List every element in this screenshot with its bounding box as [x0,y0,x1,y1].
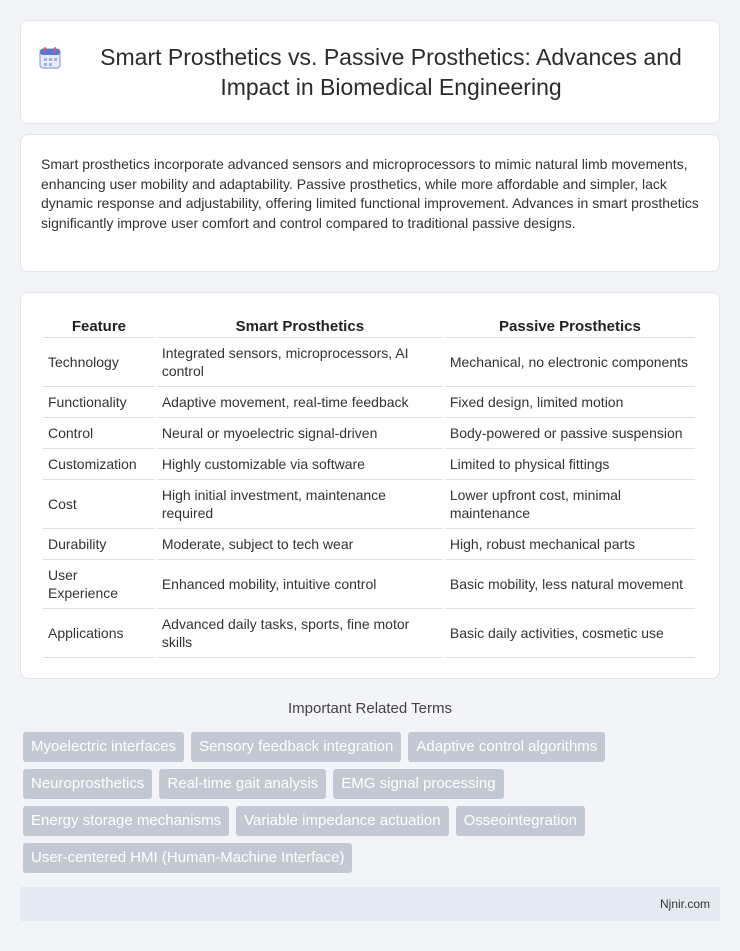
related-terms-heading: Important Related Terms [288,700,452,717]
related-term-tag[interactable]: Osseointegration [456,806,585,836]
footer [20,887,720,921]
calendar-icon [37,45,63,71]
table-header-row [43,313,695,338]
row-passive: Mechanical, no electronic components [445,338,695,387]
row-feature: Cost [43,480,155,529]
page-title: Smart Prosthetics vs. Passive Prosthetics: Advances and Impact in Biomedical Engineering [100,44,682,100]
row-passive: Limited to physical fittings [445,449,695,480]
row-feature: Technology [43,338,155,387]
related-term-tag[interactable]: User-centered HMI (Human-Machine Interface) [23,843,352,873]
row-feature: User Experience [43,560,155,609]
related-term-tag[interactable]: Variable impedance actuation [236,806,449,836]
title-wrap [21,21,719,123]
comparison-table [41,313,697,658]
related-term-tag[interactable]: Energy storage mechanisms [23,806,229,836]
related-term-tag[interactable]: Myoelectric interfaces [23,732,184,762]
table-row [43,560,695,609]
footer-site-link[interactable]: Njnir.com [659,897,710,911]
header-passive-prosthetics: Passive Prosthetics [445,313,695,338]
row-smart: Neural or myoelectric signal-driven [157,418,443,449]
title-card [20,20,720,124]
header-feature: Feature [43,313,155,338]
row-passive: Lower upfront cost, minimal maintenance [445,480,695,529]
table-row [43,609,695,658]
row-feature: Applications [43,609,155,658]
row-smart: Moderate, subject to tech wear [157,529,443,560]
table-row [43,418,695,449]
row-feature: Functionality [43,387,155,418]
row-feature: Durability [43,529,155,560]
row-smart: Highly customizable via software [157,449,443,480]
row-feature: Customization [43,449,155,480]
row-smart: Enhanced mobility, intuitive control [157,560,443,609]
row-passive: Basic mobility, less natural movement [445,560,695,609]
comparison-table-card [20,292,720,679]
related-term-tag[interactable]: Sensory feedback integration [191,732,401,762]
intro-card [20,134,720,272]
related-term-tag[interactable]: Real-time gait analysis [159,769,326,799]
row-feature: Control [43,418,155,449]
row-smart: Adaptive movement, real-time feedback [157,387,443,418]
table-row [43,387,695,418]
header-smart-prosthetics: Smart Prosthetics [157,313,443,338]
related-term-tag[interactable]: EMG signal processing [333,769,503,799]
row-passive: High, robust mechanical parts [445,529,695,560]
table-row [43,529,695,560]
related-term-tag[interactable]: Neuroprosthetics [23,769,152,799]
row-smart: High initial investment, maintenance required [157,480,443,529]
row-passive: Fixed design, limited motion [445,387,695,418]
row-smart: Integrated sensors, microprocessors, AI control [157,338,443,387]
intro-paragraph: Smart prosthetics incorporate advanced sensors and microprocessors to mimic natural limb movements, enhancing user mobility and adaptability. Passive prosthetics, while more affordable and simpler, lack dynamic response and adjustability, offering limited functional improvement. Advances in smart prosthetics significantly improve user comfort and control compared to traditional passive designs. [41,156,699,231]
table-row [43,449,695,480]
row-passive: Body-powered or passive suspension [445,418,695,449]
row-smart: Advanced daily tasks, sports, fine motor skills [157,609,443,658]
table-row [43,480,695,529]
row-passive: Basic daily activities, cosmetic use [445,609,695,658]
related-term-tag[interactable]: Adaptive control algorithms [408,732,605,762]
related-terms-list [23,732,723,880]
table-row [43,338,695,387]
